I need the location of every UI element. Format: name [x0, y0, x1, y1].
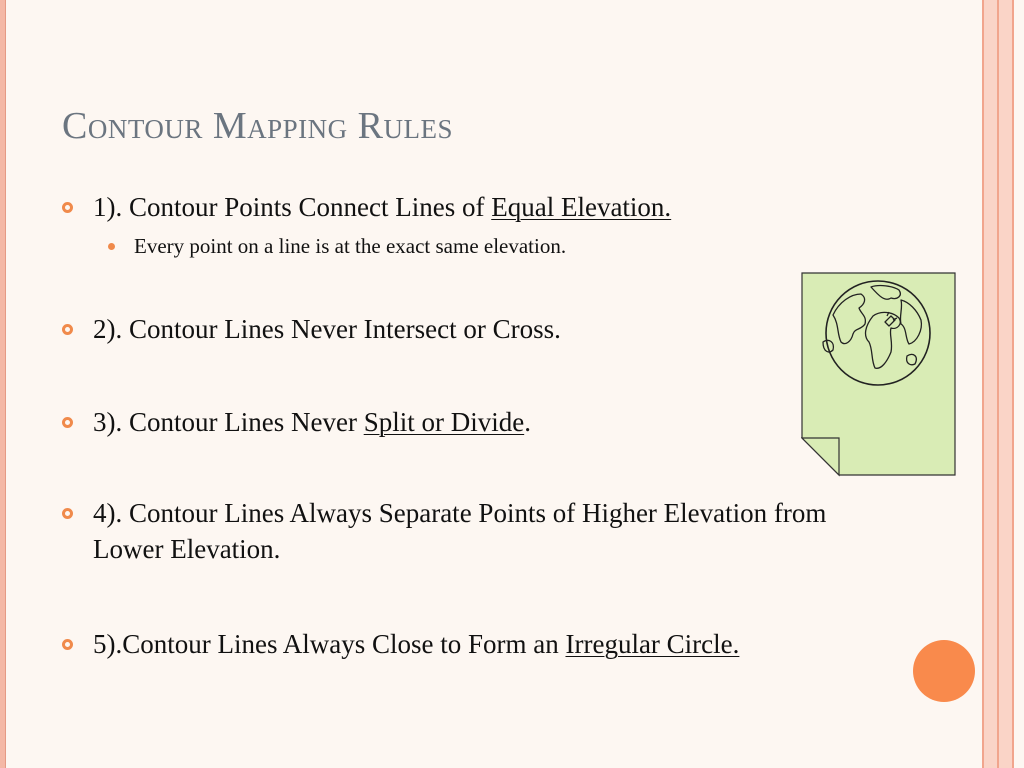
sub-bullet-dot-icon [108, 243, 115, 250]
bullet-text: 4). Contour Lines Always Separate Points of Higher Elevation from Lower Elevation. [93, 498, 827, 564]
frame-right-line [1012, 0, 1014, 768]
bullet-ring-icon [62, 324, 73, 335]
bullet-ring-icon [62, 202, 73, 213]
bullet-ring-icon [62, 508, 73, 519]
frame-right-line [982, 0, 984, 768]
bullet-ring-icon [62, 639, 73, 650]
bullet-ring-icon [62, 417, 73, 428]
bullet-text: 3). Contour Lines Never Split or Divide. [93, 407, 531, 437]
globe-map-icon [801, 272, 957, 477]
sub-bullet-text: Every point on a line is at the exact same elevation. [134, 234, 567, 258]
frame-left-border [0, 0, 6, 768]
frame-right-line [997, 0, 999, 768]
decorative-orange-circle [913, 640, 975, 702]
bullet-text: 5).Contour Lines Always Close to Form an Irregular Circle. [93, 629, 740, 659]
bullet-text: 2). Contour Lines Never Intersect or Cross. [93, 314, 561, 344]
slide-title: Contour Mapping Rules [62, 105, 454, 147]
bullet-text: 1). Contour Points Connect Lines of Equal Elevation. [93, 192, 672, 222]
